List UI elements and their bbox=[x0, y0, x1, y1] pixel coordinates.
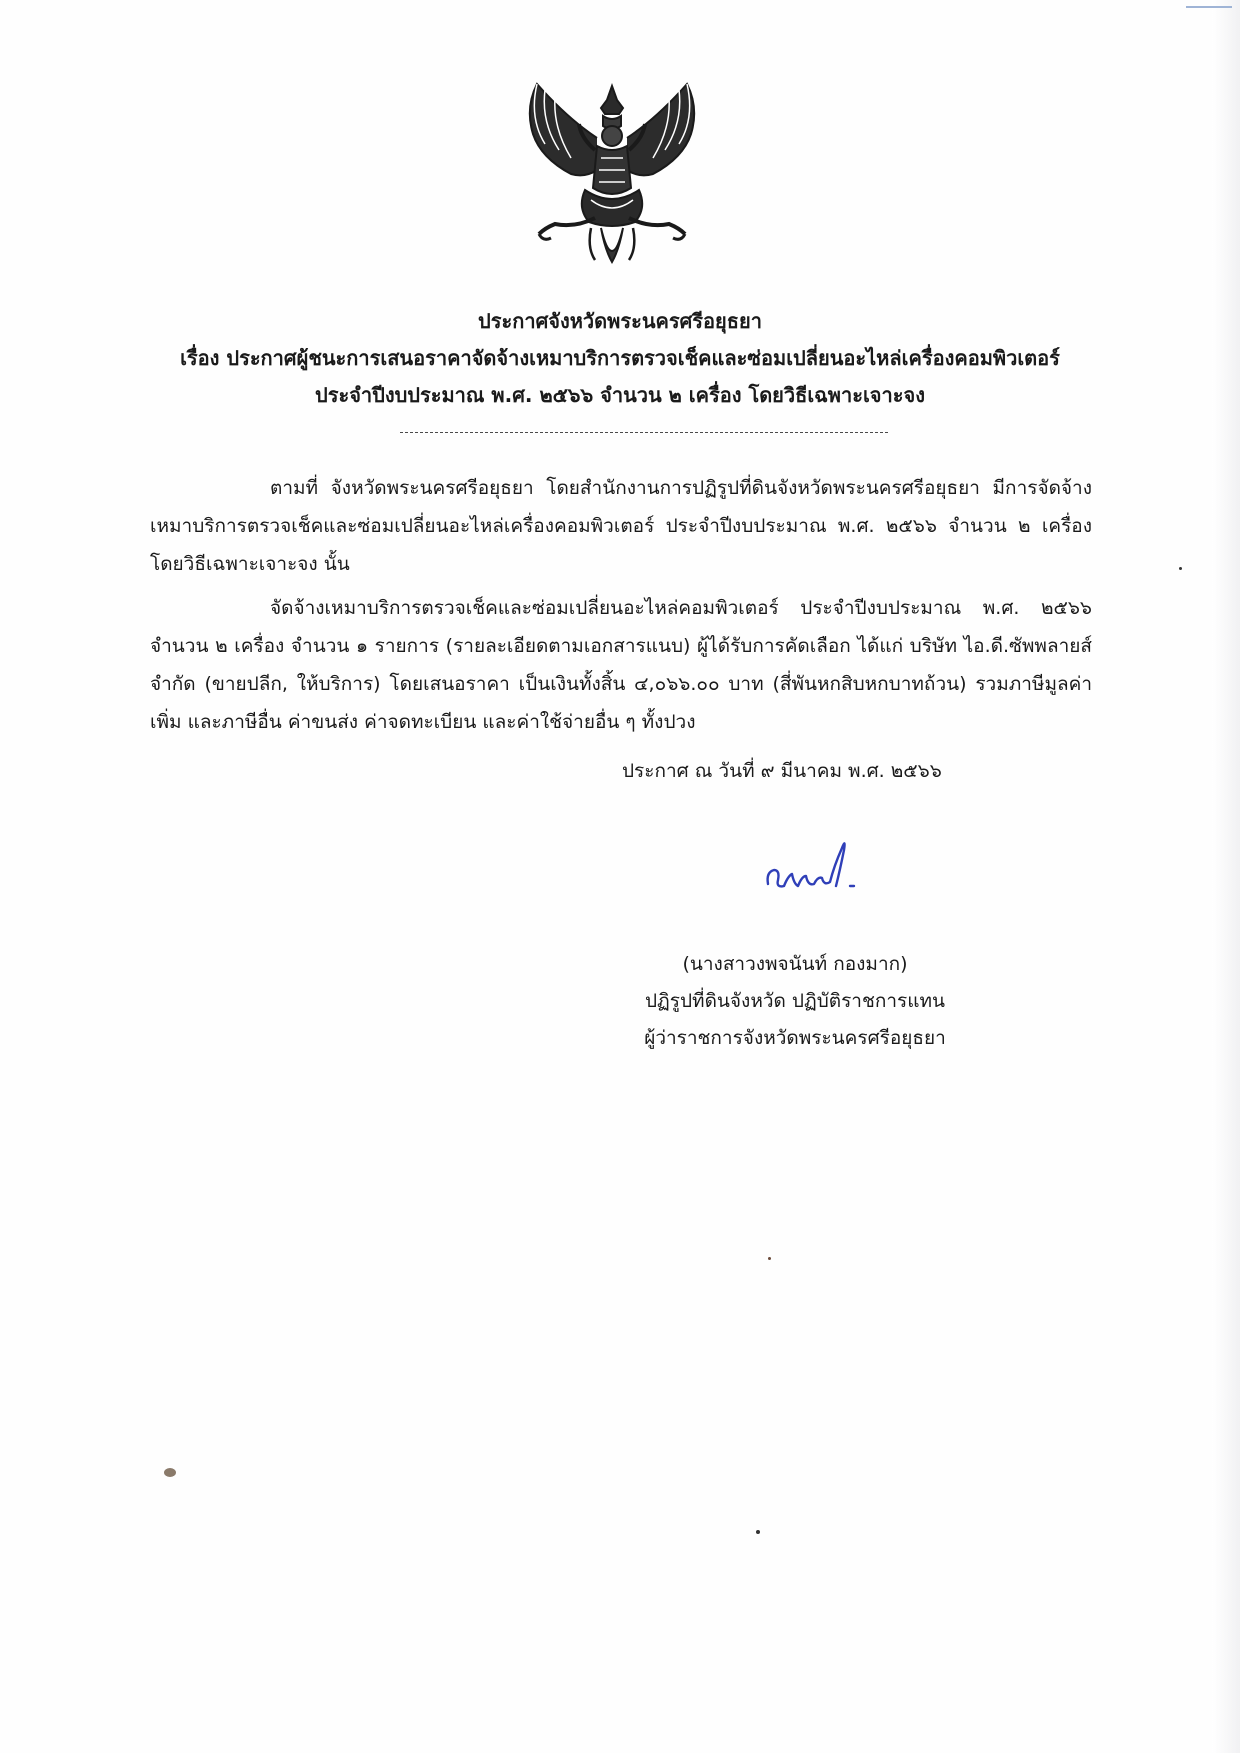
scan-speck bbox=[1179, 567, 1182, 570]
signer-block bbox=[630, 946, 960, 1057]
scan-edge-mark bbox=[1186, 6, 1232, 8]
signer-position-1: ปฏิรูปที่ดินจังหวัด ปฏิบัติราชการแทน bbox=[644, 990, 946, 1012]
page-edge-shadow bbox=[1212, 0, 1240, 1753]
title-divider bbox=[400, 432, 888, 433]
title-line-1: ประกาศจังหวัดพระนครศรีอยุธยา bbox=[478, 309, 762, 333]
title-line-2: เรื่อง ประกาศผู้ชนะการเสนอราคาจัดจ้างเหมาบริการตรวจเช็คและซ่อมเปลี่ยนอะไหล่เครื่องคอมพิวเตอร์ bbox=[180, 346, 1060, 370]
garuda-emblem-icon bbox=[515, 78, 709, 274]
announcement-date: ประกาศ ณ วันที่ ๙ มีนาคม พ.ศ. ๒๕๖๖ bbox=[622, 760, 942, 782]
title-line-3: ประจำปีงบประมาณ พ.ศ. ๒๕๖๖ จำนวน ๒ เครื่อง โดยวิธีเฉพาะเจาะจง bbox=[315, 383, 925, 407]
body-paragraph-1: ตามที่ จังหวัดพระนครศรีอยุธยา โดยสำนักงานการปฏิรูปที่ดินจังหวัดพระนครศรีอยุธยา มีการจัดจ้างเหมาบริการตรวจเช็คและซ่อมเปลี่ยนอะไหล่เครื่องคอมพิวเตอร์ ประจำปีงบประมาณ พ.ศ. ๒๕๖๖ จำนวน ๒ เครื่อง โดยวิธีเฉพาะเจาะจง นั้น bbox=[150, 477, 1092, 575]
body-paragraph-2: จัดจ้างเหมาบริการตรวจเช็คและซ่อมเปลี่ยนอะไหล่คอมพิวเตอร์ ประจำปีงบประมาณ พ.ศ. ๒๕๖๖ จำนวน ๒ เครื่อง จำนวน ๑ รายการ (รายละเอียดตามเอกสารแนบ) ผู้ได้รับการคัดเลือก ได้แก่ บริษัท ไอ.ดี.ซัพพลายส์ จำกัด (ขายปลีก, ให้บริการ) โดยเสนอราคา เป็นเงินทั้งสิ้น ๔,๐๖๖.๐๐ บาท (สี่พันหกสิบหกบาทถ้วน) รวมภาษีมูลค่าเพิ่ม และภาษีอื่น ค่าขนส่ง ค่าจดทะเบียน และค่าใช้จ่ายอื่น ๆ ทั้งปวง bbox=[150, 597, 1092, 733]
signer-name: (นางสาวงพจนันท์ กองมาก) bbox=[682, 953, 908, 975]
handwritten-signature-icon bbox=[762, 836, 872, 906]
signer-position-2: ผู้ว่าราชการจังหวัดพระนครศรีอยุธยา bbox=[644, 1027, 946, 1049]
announcement-title bbox=[0, 303, 1240, 414]
scan-speck bbox=[756, 1530, 760, 1534]
scan-speck bbox=[164, 1468, 176, 1477]
scan-speck bbox=[768, 1257, 771, 1260]
